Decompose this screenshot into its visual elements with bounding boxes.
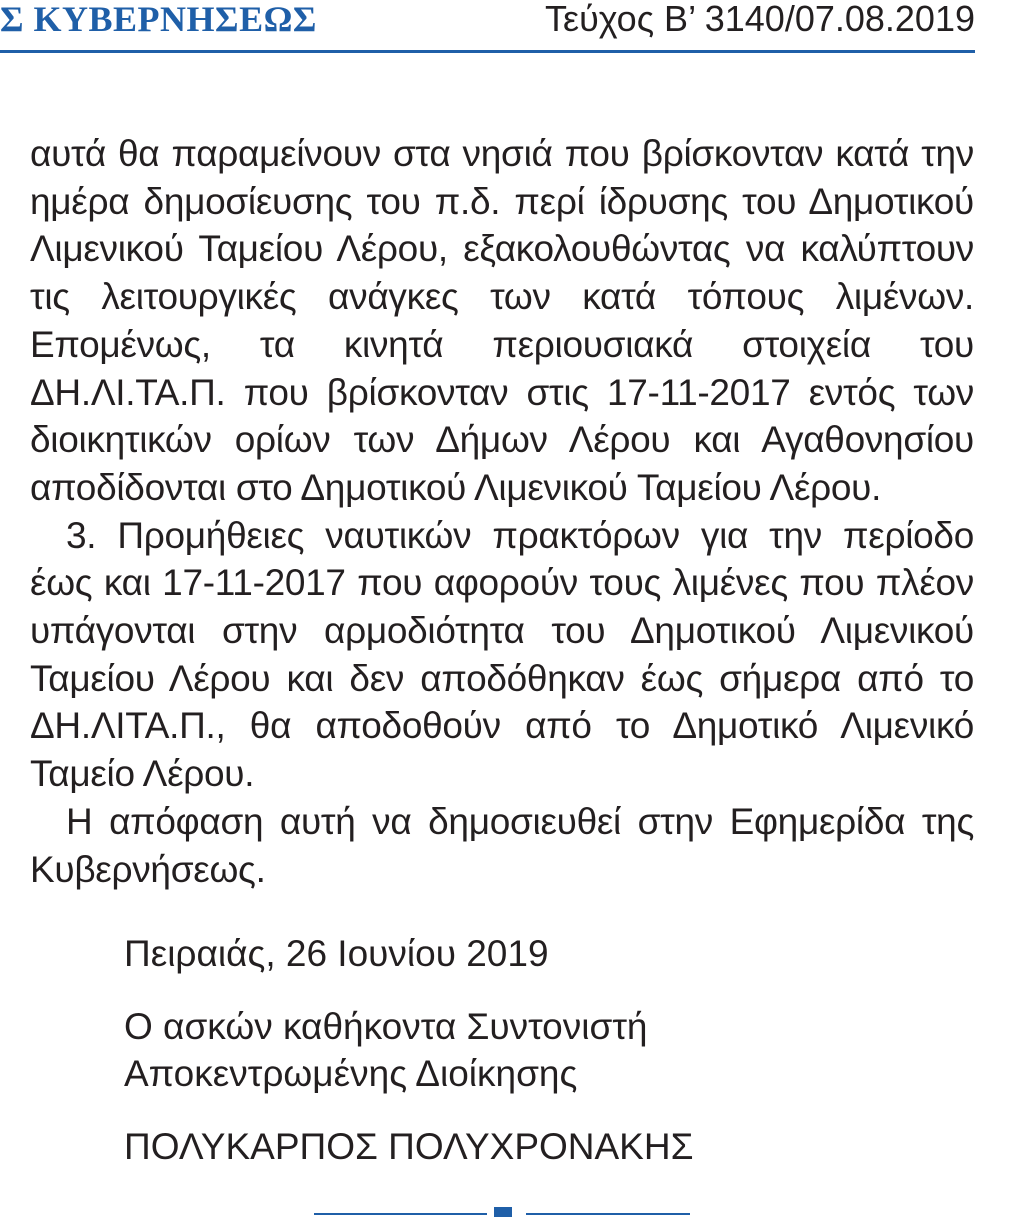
footer-line-right <box>526 1213 690 1215</box>
footer-square-mark <box>494 1207 512 1217</box>
paragraph-3: Η απόφαση αυτή να δημοσιευθεί στην Εφημερίδα της Κυβερνήσεως. <box>30 800 974 890</box>
signature-block <box>124 930 693 1170</box>
footer-line-left <box>314 1213 487 1215</box>
signature-role-line-2: Αποκεντρωμένης Διοίκησης <box>124 1053 578 1094</box>
footer-separator <box>0 1205 1033 1217</box>
paragraph-1: αυτά θα παραμείνουν στα νησιά που βρίσκονταν κατά την ημέρα δημοσίευσης του π.δ. περί ίδρυσης του Δημοτικού Λιμενικού Ταμείου Λέρου, εξακολουθώντας να καλύπτουν τις λειτουργικές ανάγκες των κατά τόπους λιμένων. Επομένως, τα κινητά περιουσιακά στοιχεία του ΔΗ.ΛΙ.ΤΑ.Π. που βρίσκονταν στις 17-11-2017 εντός των διοικητικών ορίων των Δήμων Λέρου και Αγαθονησίου αποδίδονται στο Δημοτικού Λιμενικού Ταμείου Λέρου. <box>30 133 974 508</box>
signature-place-date: Πειραιάς, 26 Ιουνίου 2019 <box>124 933 549 974</box>
body-text <box>30 130 974 893</box>
signatory-name: ΠΟΛΥΚΑΡΠΟΣ ΠΟΛΥΧΡΟΝΑΚΗΣ <box>124 1126 694 1167</box>
gazette-title: Σ ΚΥΒΕΡΝΗΣΕΩΣ <box>0 0 317 39</box>
issue-number: Τεύχος Β’ 3140/07.08.2019 <box>544 0 975 39</box>
paragraph-2: 3. Προμήθειες ναυτικών πρακτόρων για την περίοδο έως και 17-11-2017 που αφορούν τους λιμένες που πλέον υπάγονται στην αρμοδιότητα του Δημοτικού Λιμενικού Ταμείου Λέρου και δεν αποδόθηκαν έως σήμερα από το ΔΗ.ΛΙΤΑ.Π., θα αποδοθούν από το Δημοτικό Λιμενικό Ταμείο Λέρου. <box>30 514 974 795</box>
signature-role-line-1: Ο ασκών καθήκοντα Συντονιστή <box>124 1006 648 1047</box>
page-header <box>0 0 975 53</box>
